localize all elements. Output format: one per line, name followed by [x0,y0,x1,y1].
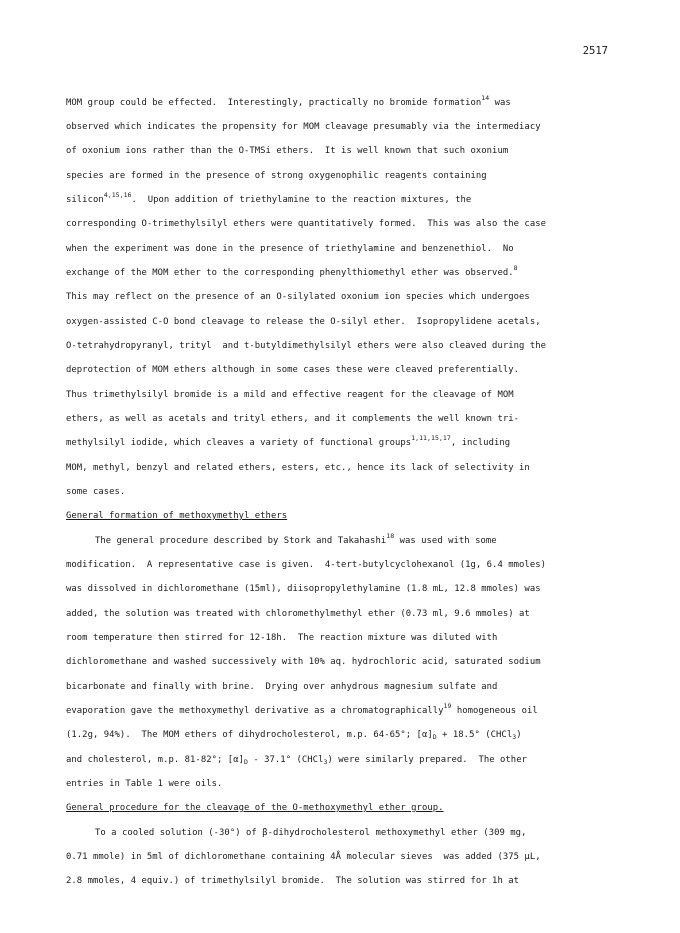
text-line: 0.71 mmole) in 5ml of dichloromethane containing 4Å molecular sieves was added (375 μL, [66,852,541,862]
section-heading: General formation of methoxymethyl ethers [66,511,288,521]
citation-superscript: 19 [443,702,452,710]
text-line: This may reflect on the presence of an O-silylated oxonium ion species which undergoes [66,292,530,302]
text-line: species are formed in the presence of strong oxygenophilic reagents containing [66,171,487,181]
text-line: O-tetrahydropyranyl, trityl and t-butyldimethylsilyl ethers were also cleaved during the [66,341,546,351]
text-line: modification. A representative case is given. 4-tert-butylcyclohexanol (1g, 6.4 mmoles) [66,560,546,570]
text-line: observed which indicates the propensity for MOM cleavage presumably via the intermediacy [66,122,541,132]
text-line: To a cooled solution (-30°) of β-dihydrocholesterol methoxymethyl ether (309 mg, [95,828,527,838]
subscript: 3 [323,758,328,766]
text-line: exchange of the MOM ether to the corresponding phenylthiomethyl ether was observed.$^8$ [66,264,518,278]
section-heading: General procedure for the cleavage of the O-methoxymethyl ether group. [66,803,444,813]
text-line: MOM group could be effected. Interestingly, practically no bromide formation$^{14}$ was [66,94,511,108]
text-line: added, the solution was treated with chloromethylmethyl ether (0.73 ml, 9.6 mmoles) at [66,609,530,619]
text-line: oxygen-assisted C-O bond cleavage to release the O-silyl ether. Isopropylidene acetals, [66,317,541,327]
text-line: some cases. [66,487,126,497]
subscript: D [243,758,248,766]
text-line: evaporation gave the methoxymethyl derivative as a chromatographically$^{19}$ homogeneous oil [66,702,538,716]
text-line: entries in Table 1 were oils. [66,779,223,789]
text-line: silicon$^{4,15,16}$. Upon addition of triethylamine to the reaction mixtures, the [66,191,472,205]
text-line: dichloromethane and washed successively with 10% aq. hydrochloric acid, saturated sodium [66,657,541,667]
text-line: corresponding O-trimethylsilyl ethers were quantitatively formed. This was also the case [66,219,546,229]
text-line: ethers, as well as acetals and trityl ethers, and it complements the well known tri- [66,414,520,424]
text-line: 2.8 mmoles, 4 equiv.) of trimethylsilyl bromide. The solution was stirred for 1h at [66,876,520,886]
text-line: MOM, methyl, benzyl and related ethers, esters, etc., hence its lack of selectivity in [66,463,530,473]
citation-superscript: 4,15,16 [103,191,132,199]
text-line: The general procedure described by Stork and Takahashi$^{18}$ was used with some [95,532,497,546]
text-line: deprotection of MOM ethers although in some cases these were cleaved preferentially. [66,365,520,375]
text-line: (1.2g, 94%). The MOM ethers of dihydrocholesterol, m.p. 64-65°; $[\alpha]_D + 18.5^\circ$ (CHCl$_3$) [66,730,522,741]
text-line: and cholesterol, m.p. 81-82°; $[\alpha]_D - 37.1^\circ$ (CHCl$_3$) were similarly prepared. The other [66,755,527,766]
text-line: methylsilyl iodide, which cleaves a variety of functional groups$^{1,11,15,17}$, including [66,434,511,448]
text-line: Thus trimethylsilyl bromide is a mild and effective reagent for the cleavage of MOM [66,390,514,400]
text-line: when the experiment was done in the presence of triethylamine and benzenethiol. No [66,244,514,254]
text-line: of oxonium ions rather than the O-TMSi ethers. It is well known that such oxonium [66,146,509,156]
subscript: D [432,733,437,741]
text-line: room temperature then stirred for 12-18h. The reaction mixture was diluted with [66,633,498,643]
citation-superscript: 1,11,15,17 [411,434,451,442]
page-number: 2517 [582,45,608,57]
subscript: 3 [512,733,517,741]
citation-superscript: 14 [481,94,490,102]
text-line: bicarbonate and finally with brine. Drying over anhydrous magnesium sulfate and [66,682,498,692]
text-line: was dissolved in dichloromethane (15ml), diisopropylethylamine (1.8 mL, 12.8 mmoles) was [66,584,541,594]
citation-superscript: 8 [513,264,518,272]
citation-superscript: 18 [386,532,395,540]
